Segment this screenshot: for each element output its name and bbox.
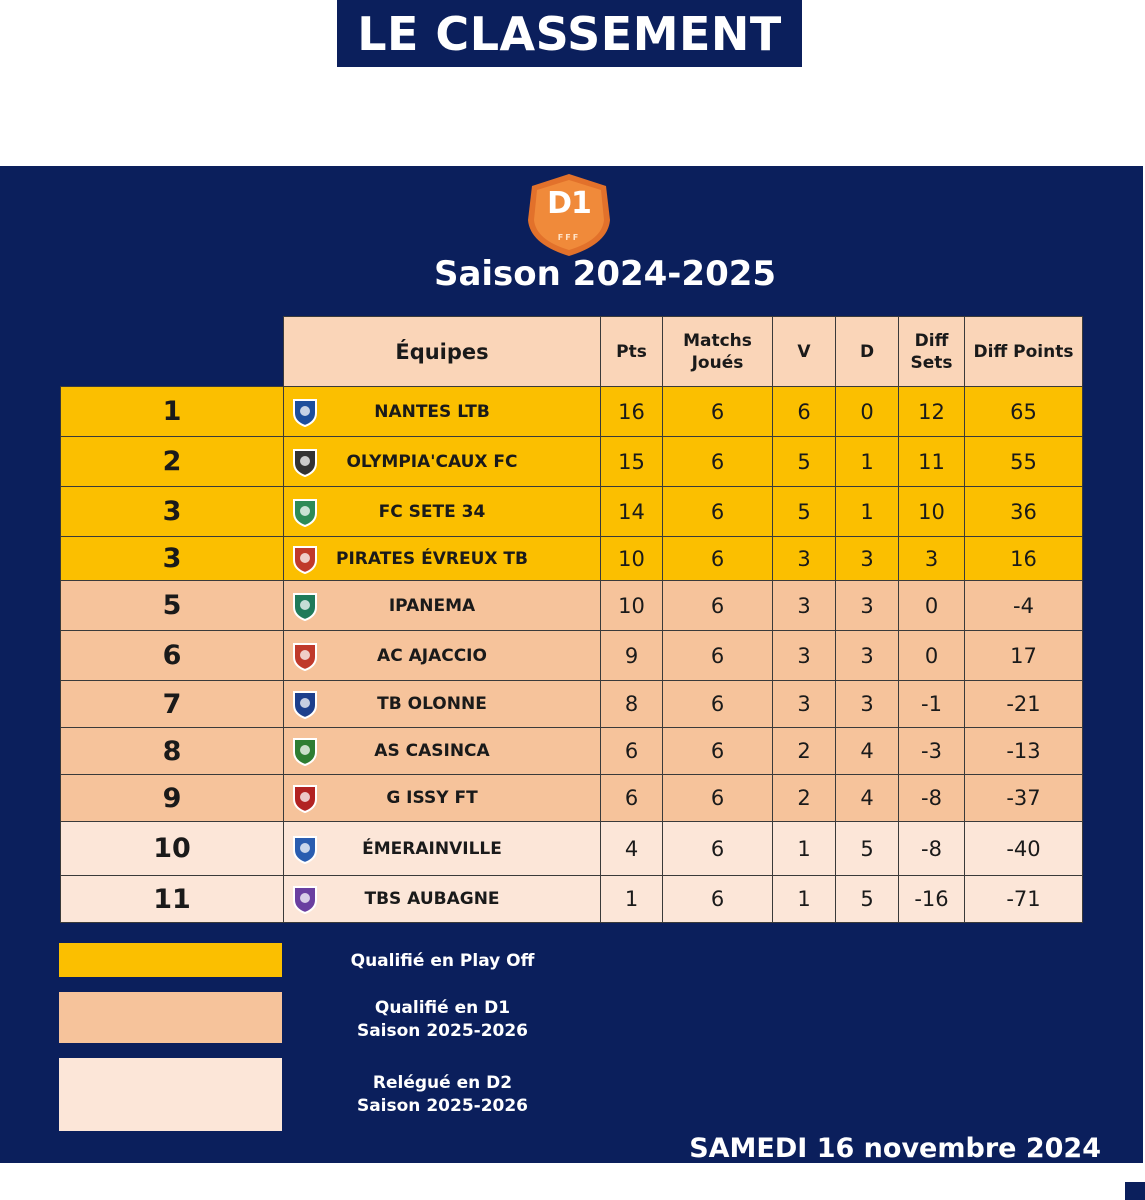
diff-sets-cell: -1: [899, 681, 965, 728]
played-cell: 6: [663, 775, 773, 822]
v-cell: 2: [773, 728, 836, 775]
rank-cell: 3: [61, 487, 284, 537]
header-diff-sets: [899, 317, 965, 387]
played-cell: 6: [663, 631, 773, 681]
v-cell: 5: [773, 487, 836, 537]
legend-qualified-text: [330, 997, 555, 1043]
d-cell: 0: [836, 387, 899, 437]
header-diff-sets-line2: Sets: [910, 352, 953, 373]
team-cell: [284, 487, 601, 537]
team-crest-icon: [290, 542, 320, 576]
rank-cell: 11: [61, 876, 284, 923]
table-row: [61, 775, 1083, 822]
team-cell: [284, 631, 601, 681]
team-name: AS CASINCA: [374, 741, 490, 761]
team-name: IPANEMA: [388, 595, 476, 616]
legend-playoff-text: [330, 950, 555, 973]
d-cell: 1: [836, 487, 899, 537]
header-diff-points: Diff Points: [965, 317, 1083, 387]
team-name: NANTES LTB: [374, 401, 490, 422]
legend-qualified-swatch: [59, 992, 282, 1043]
table-row: [61, 581, 1083, 631]
pts-cell: 1: [601, 876, 663, 923]
table-row: [61, 437, 1083, 487]
table-row: [61, 487, 1083, 537]
diff-sets-cell: 3: [899, 537, 965, 581]
team-name: PIRATES ÉVREUX TB: [336, 548, 528, 569]
played-cell: 6: [663, 537, 773, 581]
played-cell: 6: [663, 822, 773, 876]
played-cell: 6: [663, 581, 773, 631]
team-crest-icon: [290, 589, 320, 623]
diff-points-cell: 36: [965, 487, 1083, 537]
team-cell: [284, 387, 601, 437]
pts-cell: 10: [601, 581, 663, 631]
team-cell: [284, 728, 601, 775]
v-cell: 1: [773, 822, 836, 876]
d-cell: 3: [836, 581, 899, 631]
table-row: [61, 728, 1083, 775]
diff-points-cell: -37: [965, 775, 1083, 822]
pts-cell: 14: [601, 487, 663, 537]
team-crest-icon: [290, 832, 320, 866]
diff-points-cell: 55: [965, 437, 1083, 487]
rank-cell: 2: [61, 437, 284, 487]
d-cell: 3: [836, 681, 899, 728]
diff-points-cell: -21: [965, 681, 1083, 728]
d-cell: 4: [836, 775, 899, 822]
legend-qualified-line1: Qualifié en D1: [374, 998, 511, 1018]
diff-points-cell: -4: [965, 581, 1083, 631]
pts-cell: 4: [601, 822, 663, 876]
pts-cell: 6: [601, 775, 663, 822]
header-team: Équipes: [284, 317, 601, 387]
d-cell: 3: [836, 537, 899, 581]
team-crest-icon: [290, 882, 320, 916]
table-row: [61, 822, 1083, 876]
pts-cell: 8: [601, 681, 663, 728]
match-date: SAMEDI 16 novembre 2024: [689, 1133, 1101, 1164]
v-cell: 3: [773, 681, 836, 728]
rank-cell: 5: [61, 581, 284, 631]
rank-cell: 1: [61, 387, 284, 437]
played-cell: 6: [663, 387, 773, 437]
header-pts: Pts: [601, 317, 663, 387]
legend-relegated-line2: Saison 2025-2026: [356, 1096, 529, 1116]
rank-cell: 9: [61, 775, 284, 822]
team-crest-icon: [290, 445, 320, 479]
team-name: G ISSY FT: [386, 788, 478, 808]
diff-points-cell: -13: [965, 728, 1083, 775]
diff-points-cell: 65: [965, 387, 1083, 437]
team-cell: [284, 775, 601, 822]
rank-cell: 7: [61, 681, 284, 728]
d1-logo-subtext: FFF: [557, 233, 581, 242]
diff-sets-cell: 10: [899, 487, 965, 537]
diff-points-cell: 17: [965, 631, 1083, 681]
played-cell: 6: [663, 437, 773, 487]
standings-table: [60, 316, 1083, 923]
legend-relegated-line1: Relégué en D2: [372, 1073, 513, 1093]
header-v: V: [773, 317, 836, 387]
team-cell: [284, 537, 601, 581]
v-cell: 3: [773, 537, 836, 581]
header-played-line1: Matchs: [683, 330, 752, 351]
header-played: [663, 317, 773, 387]
diff-sets-cell: 0: [899, 581, 965, 631]
team-name: AC AJACCIO: [377, 645, 487, 666]
legend-relegated-swatch: [59, 1058, 282, 1131]
diff-sets-cell: -3: [899, 728, 965, 775]
d-cell: 5: [836, 876, 899, 923]
table-row: [61, 681, 1083, 728]
pts-cell: 6: [601, 728, 663, 775]
diff-sets-cell: -8: [899, 775, 965, 822]
team-cell: [284, 681, 601, 728]
team-name: TBS AUBAGNE: [364, 889, 500, 909]
legend-playoff-line1: Qualifié en Play Off: [350, 951, 535, 971]
played-cell: 6: [663, 728, 773, 775]
table-row: [61, 387, 1083, 437]
table-row: [61, 537, 1083, 581]
team-cell: [284, 437, 601, 487]
team-name: TB OLONNE: [377, 694, 487, 714]
page-title: LE CLASSEMENT: [337, 0, 802, 67]
corner-mark: [1125, 1182, 1145, 1200]
header-played-line2: Joués: [691, 352, 744, 373]
team-crest-icon: [290, 639, 320, 673]
team-name: FC SETE 34: [378, 501, 486, 522]
played-cell: 6: [663, 876, 773, 923]
played-cell: 6: [663, 681, 773, 728]
diff-sets-cell: 11: [899, 437, 965, 487]
table-row: [61, 631, 1083, 681]
d-cell: 3: [836, 631, 899, 681]
table-header-row: [61, 317, 1083, 387]
diff-sets-cell: 0: [899, 631, 965, 681]
v-cell: 5: [773, 437, 836, 487]
team-crest-icon: [290, 734, 320, 768]
team-crest-icon: [290, 495, 320, 529]
diff-points-cell: -40: [965, 822, 1083, 876]
header-diff-sets-line1: Diff: [914, 330, 949, 351]
rank-cell: 3: [61, 537, 284, 581]
v-cell: 3: [773, 581, 836, 631]
diff-sets-cell: -8: [899, 822, 965, 876]
rank-cell: 6: [61, 631, 284, 681]
header-d: D: [836, 317, 899, 387]
pts-cell: 16: [601, 387, 663, 437]
pts-cell: 15: [601, 437, 663, 487]
diff-points-cell: 16: [965, 537, 1083, 581]
legend-relegated-text: [330, 1072, 555, 1118]
played-cell: 6: [663, 487, 773, 537]
v-cell: 3: [773, 631, 836, 681]
v-cell: 1: [773, 876, 836, 923]
team-cell: [284, 822, 601, 876]
team-name: OLYMPIA'CAUX FC: [346, 451, 518, 472]
v-cell: 6: [773, 387, 836, 437]
diff-points-cell: -71: [965, 876, 1083, 923]
pts-cell: 10: [601, 537, 663, 581]
team-name: ÉMERAINVILLE: [362, 838, 502, 859]
rank-cell: 8: [61, 728, 284, 775]
pts-cell: 9: [601, 631, 663, 681]
d1-logo-text: D1: [547, 186, 591, 221]
diff-sets-cell: 12: [899, 387, 965, 437]
diff-sets-cell: -16: [899, 876, 965, 923]
header-rank-cell: [61, 317, 284, 387]
season-title: Saison 2024-2025: [433, 254, 777, 294]
team-crest-icon: [290, 687, 320, 721]
rank-cell: 10: [61, 822, 284, 876]
d-cell: 5: [836, 822, 899, 876]
v-cell: 2: [773, 775, 836, 822]
legend-playoff-swatch: [59, 943, 282, 977]
legend-qualified-line2: Saison 2025-2026: [356, 1021, 529, 1041]
team-cell: [284, 876, 601, 923]
team-cell: [284, 581, 601, 631]
team-crest-icon: [290, 781, 320, 815]
d-cell: 1: [836, 437, 899, 487]
d-cell: 4: [836, 728, 899, 775]
table-row: [61, 876, 1083, 923]
team-crest-icon: [290, 395, 320, 429]
